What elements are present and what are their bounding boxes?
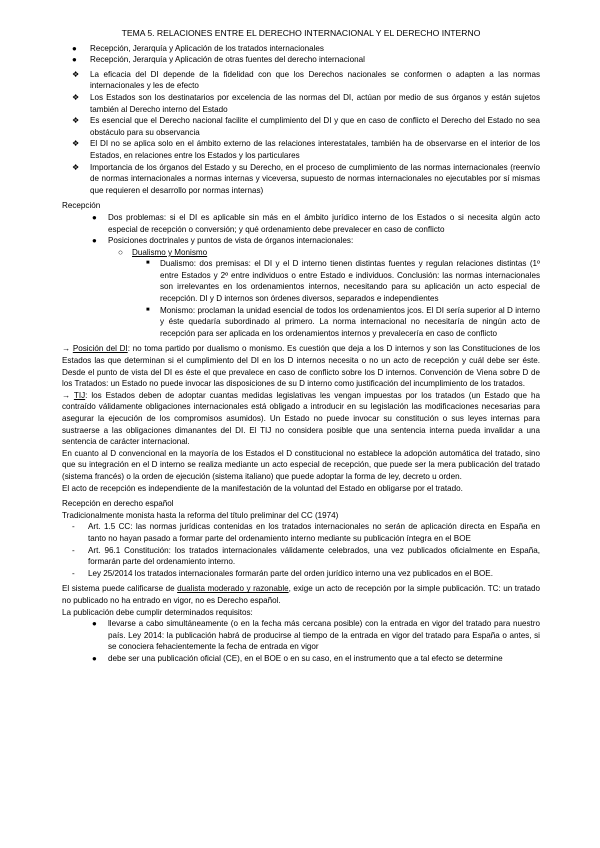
- diamond-item: [72, 162, 540, 197]
- list-item: [92, 212, 540, 235]
- diamond-marker: ❖: [72, 92, 80, 102]
- bullet-marker: ●: [92, 212, 97, 222]
- sub-heading-dualismo-monismo: Dualismo y Monismo: [132, 247, 208, 257]
- list-item: [92, 653, 540, 665]
- list-item-text: Recepción, Jerarquía y Aplicación de los tratados internacionales: [90, 43, 324, 53]
- publicacion-heading: La publicación debe cumplir determinados requisitos:: [62, 607, 253, 617]
- dash-marker: -: [72, 522, 75, 532]
- list-item: [146, 305, 540, 340]
- arrow-marker: →: [62, 390, 71, 400]
- section-heading-espanol: Recepción en derecho español: [62, 499, 174, 509]
- tradicion-line: Tradicionalmente monista hasta la reforma del título preliminar del CC (1974): [62, 510, 339, 520]
- diamond-marker: ❖: [72, 116, 80, 126]
- dash-marker: -: [72, 545, 75, 555]
- bullet-marker: ●: [72, 43, 77, 53]
- diamond-item-text: Los Estados son los destinatarios por excelencia de las normas del DI, actúan por medio de sus órganos y están sujetos también al Derecho interno del Estado: [90, 92, 540, 114]
- list-item: [118, 247, 540, 259]
- monismo-text: Monismo: proclaman la unidad esencial de todos los ordenamientos jcos. El DI sería superior al D interno y éste quedaría subordinado al primero. La norma internacional no necesitaría de ningún acto de recepción para ser aplicada en los ordenamientos internos y prevalecería en caso de conflicto: [160, 305, 540, 338]
- list-item: [92, 235, 540, 247]
- convencional-paragraph: En cuanto al D convencional en la mayoría de los Estados el D constitucional no establece la adopción automática del tratado, sino que su integración en el D interno se realiza mediante un acto especial de recepción, que puede ser la mera publicación del tratado (sistema francés) o la orden de ejecución (sistema italiano) que puede adoptar la forma de ley, decreto u orden.: [62, 448, 540, 481]
- list-item-text: Recepción, Jerarquía y Aplicación de otras fuentes del derecho internacional: [90, 55, 365, 65]
- sistema-pre: El sistema puede calificarse de: [62, 584, 178, 594]
- bullet-marker: ●: [92, 653, 97, 663]
- tij-text: : los Estados deben de adoptar cuantas medidas legislativas les vengan impuestas por los tratados (un Estado que ha contraído válidamente obligaciones internacionales está obligado a introducir en su legislación las modificaciones necesarias para asegurar la ejecución de los compromisos asumidos). Un Estado no puede invocar su constitución o sus leyes internas para sustraerse a las obligaciones dimanantes del DI. El TIJ no considera posible que una sentencia interna pueda invalidar a una sentencia de carácter internacional.: [62, 390, 540, 447]
- diamond-item-text: Importancia de los órganos del Estado y su Derecho, en el proceso de cumplimiento de las normas internacionales (reenvío de normas internacionales a normas internas y viceversa, supuesto de normas internacionales no ejecutables por sí mismas que requieren el desarrollo por normas internas): [90, 162, 540, 195]
- tij-paragraph: [62, 390, 540, 448]
- list-item: [72, 545, 540, 568]
- list-item: [72, 43, 540, 55]
- article-text: Art. 1.5 CC: las normas jurídicas contenidas en los tratados internacionales no serán de aplicación directa en España en tanto no hayan pasado a formar parte del ordenamiento interno mediante su publicación íntegra en el BOE: [88, 522, 540, 543]
- list-item: [72, 521, 540, 544]
- diamond-item: [72, 138, 540, 161]
- list-item: [92, 618, 540, 653]
- square-marker: ■: [146, 260, 150, 267]
- diamond-item: [72, 115, 540, 138]
- list-item-text: Posiciones doctrinales y puntos de vista de órganos internacionales:: [108, 236, 354, 246]
- section-heading-recepcion: Recepción: [62, 201, 101, 211]
- square-marker: ■: [146, 306, 150, 313]
- sistema-post: , exige un acto de recepción por la simple publicación. TC: un tratado no publicado no ha entrado en vigor, no es Derecho español.: [62, 584, 540, 605]
- posicion-label: Posición del DI: [72, 344, 128, 354]
- list-item-text: Dos problemas: si el DI es aplicable sin más en el ámbito jurídico interno de los Estados o si necesita algún acto especial de recepción o conversión; y qué ordenamiento debe prevalecer en caso de conflicto: [108, 212, 540, 234]
- efecto-paragraph: El acto de recepción es independiente de la manifestación de la voluntad del Estado en obligarse por el tratado.: [62, 483, 463, 493]
- article-text: Art. 96.1 Constitución: los tratados internacionales válidamente celebrados, una vez publicados oficialmente en España, formarán parte del ordenamiento interno.: [88, 545, 540, 567]
- diamond-item-text: Es esencial que el Derecho nacional facilite el cumplimiento del DI y que en caso de conflicto el Derecho del Estado no sea obstáculo para su observancia: [90, 116, 540, 137]
- sistema-underlined: dualista moderado y razonable: [177, 584, 289, 594]
- diamond-item: [72, 92, 540, 115]
- diamond-marker: ❖: [72, 139, 80, 149]
- list-item: [72, 568, 540, 580]
- requisito-text: debe ser una publicación oficial (CE), en el BOE o en su caso, en el instrumento que a tal efecto se determine: [108, 653, 503, 663]
- document-title: TEMA 5. RELACIONES ENTRE EL DERECHO INTERNACIONAL Y EL DERECHO INTERNO: [121, 28, 481, 38]
- diamond-item-text: La eficacia del DI depende de la fidelidad con que los Derechos nacionales se conformen o adapten a las normas internacionales y les de efecto: [90, 69, 540, 91]
- bullet-marker: ●: [92, 236, 97, 246]
- list-item: [146, 258, 540, 304]
- posicion-paragraph: [62, 343, 540, 389]
- arrow-marker: →: [62, 344, 71, 354]
- sistema-paragraph: [62, 583, 540, 606]
- dualismo-text: Dualismo: dos premisas: el DI y el D interno tienen distintas fuentes y regulan relaciones distintas (1º entre Estados y 2º entre individuos o entre Estado e individuos. Conclusión: las normas internacionales son irrelevantes en los ordenamientos internos, necesitando para su aplicación un acto especial de recepción. DI y D internos son órdenes diversos, separados e independientes: [160, 259, 540, 304]
- diamond-marker: ❖: [72, 69, 80, 79]
- list-item: [72, 54, 540, 66]
- article-text: Ley 25/2014 los tratados internacionales formarán parte del orden jurídico interno una vez publicados en el BOE.: [88, 568, 493, 578]
- requisito-text: llevarse a cabo simultáneamente (o en la fecha más cercana posible) con la entrada en vigor del tratado para nuestro país. Ley 2014: la publicación habrá de producirse al tiempo de la entrada en vigor del tratado para España o antes, si se conociera fehacientemente la fecha de entrada en vigor: [108, 619, 540, 652]
- tij-label: TIJ: [73, 390, 86, 400]
- diamond-item: [72, 69, 540, 92]
- document-page: [62, 28, 540, 664]
- posicion-text: : no toma partido por dualismo o monismo. Es cuestión que deja a los D internos y son las Constituciones de los Estados las que determinan si el cumplimiento del DI en los D internos necesita o no un acto de recepción y cuál debe ser éste. Desde el punto de vista del DI es éste el que prevalece en caso de conflicto sobre los D internos. Convención de Viena sobre D de los Tratados: un Estado no puede invocar las disposiciones de su D interno como justificación del incumplimiento de los tratados.: [62, 344, 540, 389]
- circle-marker: ○: [118, 247, 123, 257]
- diamond-marker: ❖: [72, 162, 80, 172]
- bullet-marker: ●: [72, 55, 77, 65]
- diamond-item-text: El DI no se aplica solo en el ámbito externo de las relaciones interestatales, también ha de observarse en el interior de los Estados, en relaciones entre los Estados y los particulares: [90, 139, 540, 160]
- dash-marker: -: [72, 568, 75, 578]
- bullet-marker: ●: [92, 619, 97, 629]
